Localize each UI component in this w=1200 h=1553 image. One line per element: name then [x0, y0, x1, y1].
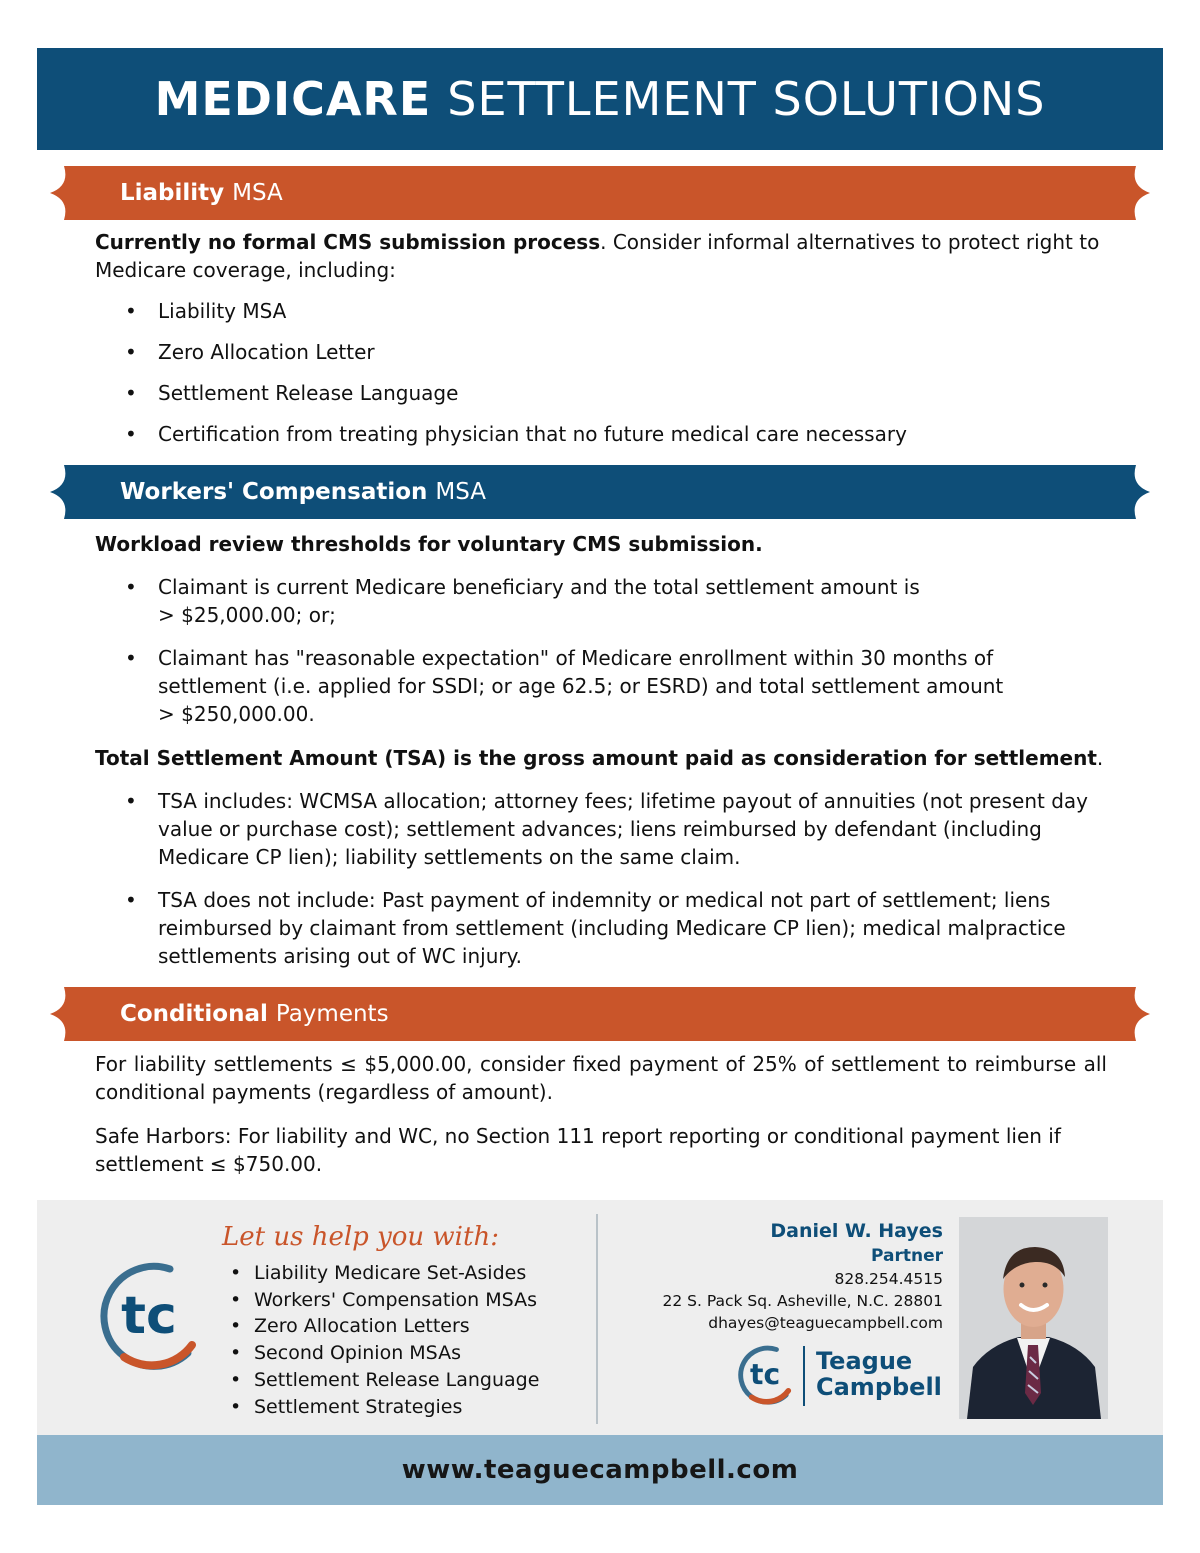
list-item: • Settlement Release Language — [228, 1367, 539, 1394]
threshold-item-amount: > $250,000.00. — [158, 702, 315, 726]
liability-content — [95, 228, 1107, 448]
liability-intro-bold: Currently no formal CMS submission process — [95, 230, 601, 254]
contact-email-link[interactable]: dhayes@teaguecampbell.com — [708, 1314, 943, 1332]
tsa-heading — [95, 744, 1107, 772]
tsa-heading-bold: Total Settlement Amount (TSA) is the gross amount paid as consideration for settlement — [95, 746, 1097, 770]
list-item: • Settlement Release Language — [95, 379, 1107, 407]
workers-comp-banner-rest: MSA — [435, 479, 487, 505]
list-item: • Second Opinion MSAs — [228, 1340, 539, 1367]
threshold-item-text: Claimant is current Medicare beneficiary and the total settlement amount is — [158, 575, 920, 599]
conditional-banner-bold: Conditional — [120, 1001, 268, 1027]
liability-banner-text — [120, 166, 283, 220]
contact-name: Daniel W. Hayes — [770, 1220, 943, 1242]
list-item: • Settlement Strategies — [228, 1394, 539, 1421]
conditional-banner-rest: Payments — [275, 1001, 389, 1027]
logo-separator — [803, 1346, 805, 1406]
list-item — [95, 644, 1107, 728]
logo-letters: tc — [121, 1286, 177, 1346]
threshold-item-text: Claimant has "reasonable expectation" of Medicare enrollment within 30 months of settlement (i.e. applied for SSDI; or age 62.5; or ESRD) and total settlement amount — [158, 646, 1004, 698]
help-title: Let us help you with: — [222, 1222, 499, 1252]
liability-banner — [50, 166, 1150, 220]
conditional-paragraph: For liability settlements ≤ $5,000.00, consider fixed payment of 25% of settlement to reimburse all conditional payments (regardless of amount). — [95, 1052, 1107, 1104]
list-item: • TSA includes: WCMSA allocation; attorney fees; lifetime payout of annuities (not present day value or purchase cost); settlement advances; liens reimbursed by defendant (including Medicare CP lien); liability settlements on the same claim. — [95, 787, 1107, 871]
list-item: • Zero Allocation Letters — [228, 1313, 539, 1340]
conditional-content — [95, 1050, 1107, 1178]
liability-banner-rest: MSA — [232, 180, 283, 206]
tsa-heading-end: . — [1096, 746, 1104, 770]
contact-address: 22 S. Pack Sq. Asheville, N.C. 28801 — [662, 1292, 943, 1310]
list-item: • Workers' Compensation MSAs — [228, 1287, 539, 1314]
liability-list — [95, 297, 1107, 448]
threshold-heading: Workload review thresholds for voluntary CMS submission. — [95, 532, 763, 556]
threshold-item-amount: > $25,000.00; or; — [158, 603, 336, 627]
conditional-banner-text — [120, 987, 389, 1041]
list-item: • Liability Medicare Set-Asides — [228, 1260, 539, 1287]
liability-banner-bold: Liability — [120, 180, 225, 206]
list-item: • TSA does not include: Past payment of indemnity or medical not part of settlement; liens reimbursed by claimant from settlement (including Medicare CP lien); medical malpractice settlements arising out of WC injury. — [95, 886, 1107, 970]
teague-campbell-logo — [92, 1257, 202, 1377]
list-item: • Certification from treating physician that no future medical care necessary — [95, 420, 1107, 448]
page-title — [37, 48, 1163, 150]
threshold-list — [95, 573, 1107, 728]
list-item: • Zero Allocation Letter — [95, 338, 1107, 366]
workers-comp-banner-text — [120, 465, 486, 519]
liability-intro — [95, 228, 1107, 284]
list-item: • Liability MSA — [95, 297, 1107, 325]
list-item — [95, 573, 1107, 629]
brand-line-2: Campbell — [816, 1373, 942, 1401]
workers-comp-banner-bold: Workers' Compensation — [120, 479, 428, 505]
brand-line-1: Teague — [816, 1347, 913, 1375]
logo-letters: tc — [750, 1358, 781, 1392]
title-rest: SETTLEMENT SOLUTIONS — [447, 72, 1046, 126]
tsa-list — [95, 787, 1107, 970]
services-list — [228, 1260, 539, 1420]
headshot-photo — [959, 1217, 1108, 1419]
workers-comp-content — [95, 530, 1107, 970]
liability-intro-rest: . Consider informal alternatives to protect right to Medicare coverage, including: — [95, 230, 1100, 282]
teague-campbell-small-logo — [734, 1343, 794, 1408]
contact-role: Partner — [870, 1246, 943, 1266]
brand-wordmark — [816, 1348, 942, 1400]
workers-comp-banner — [50, 465, 1150, 519]
conditional-banner — [50, 987, 1150, 1041]
website-link[interactable]: www.teaguecampbell.com — [37, 1435, 1163, 1505]
contact-card — [663, 1218, 943, 1334]
footer-divider — [596, 1214, 598, 1424]
safe-harbor-paragraph: Safe Harbors: For liability and WC, no Section 111 report reporting or conditional payment lien if settlement ≤ $750.00. — [95, 1124, 1061, 1176]
title-bold: MEDICARE — [154, 72, 432, 126]
contact-phone[interactable]: 828.254.4515 — [834, 1270, 943, 1288]
